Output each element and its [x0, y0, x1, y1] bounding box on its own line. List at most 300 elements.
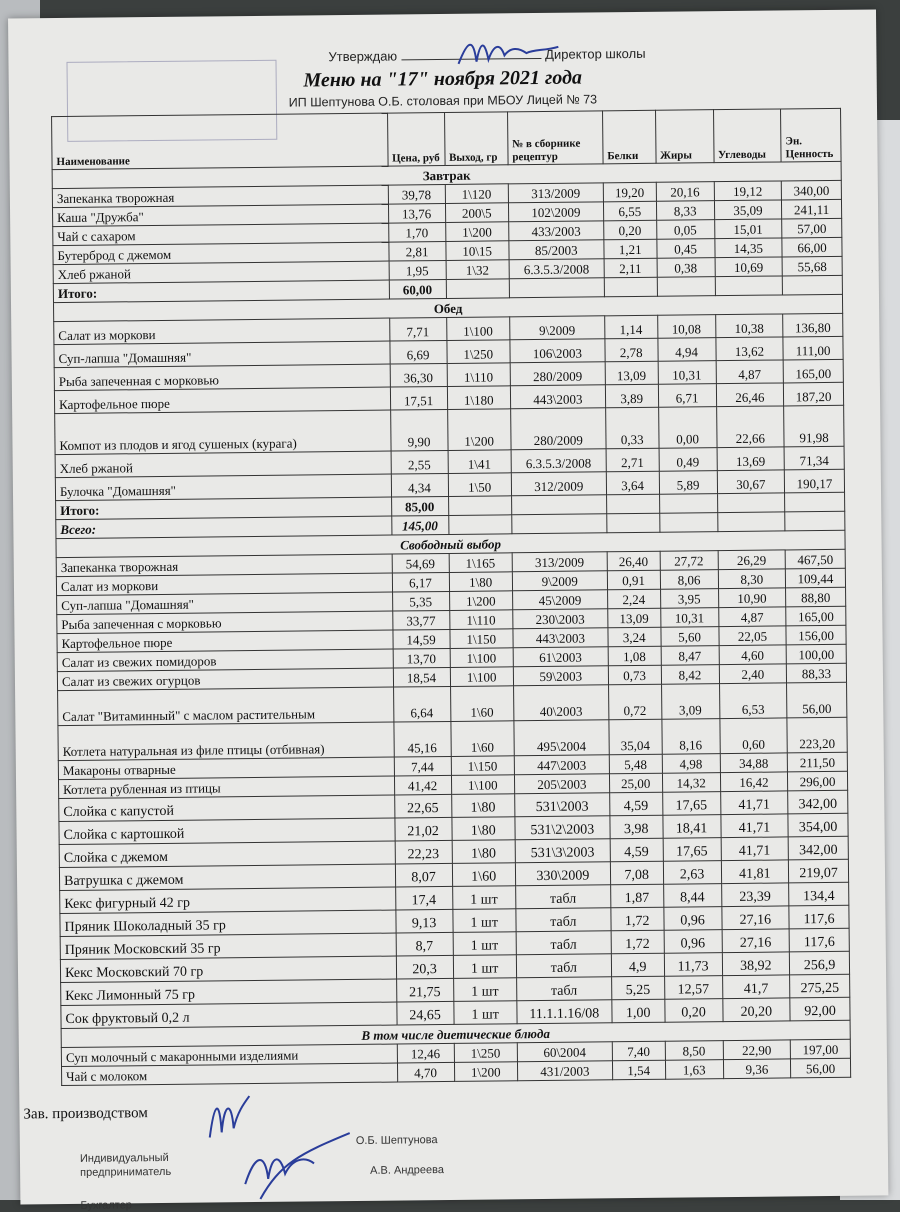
empty-cell	[446, 279, 510, 299]
dish-name: Кекс фигурный 42 гр	[60, 887, 396, 914]
section-title: В том числе диетические блюда	[61, 1020, 850, 1047]
cell-value: 531\2\2003	[515, 816, 610, 840]
production-label: Зав. производством	[23, 1105, 148, 1123]
cell-value: 34,88	[720, 753, 788, 773]
cell-value: 1\180	[447, 386, 511, 410]
cell-value: 57,00	[782, 218, 842, 238]
cell-value: 3,64	[606, 471, 659, 495]
dish-name: Салат из свежих помидоров	[57, 649, 393, 672]
entrepreneur-label: Индивидуальный предприниматель	[79, 1151, 172, 1179]
cell-value: табл	[516, 954, 611, 978]
cell-value: 0,05	[656, 220, 714, 240]
cell-value: 2,81	[388, 241, 445, 261]
cell-value: 1,08	[608, 646, 661, 666]
cell-value: 8,16	[661, 719, 719, 755]
cell-value: 41,71	[721, 837, 789, 861]
cell-value: 5,25	[611, 976, 664, 1000]
cell-value: 1\80	[452, 840, 516, 864]
dish-name: Кекс Лимонный 75 гр	[61, 979, 397, 1006]
cell-value: 1\80	[451, 817, 515, 841]
col-protein: Белки	[602, 110, 655, 164]
cell-value: 3,09	[661, 684, 719, 720]
cell-value: 443\2003	[513, 628, 608, 648]
dish-name: Булочка "Домашняя"	[55, 474, 391, 501]
cell-value: 4,9	[611, 953, 664, 977]
cell-value: 1 шт	[453, 1001, 517, 1025]
cell-value: 10,31	[658, 361, 716, 385]
cell-value: 342,00	[788, 836, 848, 860]
empty-cell	[448, 496, 512, 516]
menu-table	[51, 108, 851, 1086]
dish-name: Кекс Московский 70 гр	[60, 956, 396, 983]
cell-value: 1\110	[447, 363, 511, 387]
dish-name: Картофельное пюре	[57, 630, 393, 653]
cell-value: 8,07	[395, 863, 452, 887]
total-value: 85,00	[391, 496, 448, 516]
cell-value: 4,87	[718, 607, 786, 627]
cell-value: 165,00	[783, 359, 843, 383]
cell-value: 1\100	[450, 667, 514, 687]
dish-name: Слойка с картошкой	[59, 818, 395, 845]
cell-value: 41,42	[394, 775, 451, 795]
cell-value: 7,44	[394, 756, 451, 776]
cell-value: 18,54	[393, 667, 450, 687]
empty-cell	[659, 494, 717, 514]
dish-name: Рыба запеченная с морковью	[54, 364, 390, 391]
empty-cell	[509, 278, 604, 298]
cell-value: 1\200	[449, 591, 513, 611]
cell-value: 111,00	[783, 336, 843, 360]
dish-name: Хлеб ржаной	[53, 261, 389, 284]
total-label: Итого:	[53, 280, 389, 303]
empty-cell	[448, 515, 512, 535]
cell-value: 7,40	[612, 1041, 665, 1061]
dish-name: Запеканка творожная	[52, 185, 388, 208]
cell-value: 467,50	[785, 549, 845, 569]
cell-value: 20,3	[396, 955, 453, 979]
cell-value: 22,66	[716, 406, 784, 448]
cell-value: 27,16	[721, 906, 789, 930]
cell-value: 1 шт	[453, 932, 517, 956]
cell-value: 8,47	[661, 646, 719, 666]
dish-name: Рыба запеченная с морковью	[57, 611, 393, 634]
cell-value: 1\250	[454, 1043, 518, 1063]
cell-value: 4,70	[397, 1062, 454, 1082]
dish-name: Картофельное пюре	[54, 387, 390, 414]
cell-value: 197,00	[790, 1039, 850, 1059]
dish-name: Хлеб ржаной	[55, 451, 391, 478]
footer	[19, 1097, 887, 1212]
approve-label: Утверждаю	[328, 48, 398, 65]
cell-value: 30,67	[717, 470, 785, 494]
cell-value: 4,59	[610, 838, 663, 862]
cell-value: 13,69	[717, 447, 785, 471]
col-fat: Жиры	[655, 110, 714, 164]
cell-value: 88,80	[786, 587, 846, 607]
cell-value: 56,00	[791, 1058, 851, 1078]
cell-value: 0,73	[608, 665, 661, 685]
cell-value: 0,45	[656, 239, 714, 259]
cell-value: 12,46	[397, 1043, 454, 1063]
cell-value: 16,42	[720, 772, 788, 792]
cell-value: 8,7	[396, 932, 453, 956]
section-title: Свободный выбор	[56, 530, 845, 557]
cell-value: 219,07	[789, 859, 849, 883]
cell-value: 22,23	[395, 840, 452, 864]
cell-value: 11.1.1.16/08	[517, 1000, 612, 1024]
cell-value: 200\5	[445, 203, 509, 223]
cell-value: 22,90	[723, 1040, 791, 1060]
dish-name: Котлета натуральная из филе птицы (отбивная)	[58, 722, 394, 761]
cell-value: 60\2004	[517, 1042, 612, 1062]
cell-value: 9\2009	[510, 316, 605, 340]
cell-value: 7,08	[610, 861, 663, 885]
cell-value: 21,75	[396, 978, 453, 1002]
cell-value: 3,95	[660, 589, 718, 609]
dish-name: Слойка с капустой	[59, 795, 395, 822]
cell-value: 0,20	[603, 220, 656, 240]
cell-value: 1\80	[449, 572, 513, 592]
cell-value: 313/2009	[508, 183, 603, 203]
cell-value: 45\2009	[512, 590, 607, 610]
cell-value: 1\150	[451, 756, 515, 776]
cell-value: 21,02	[394, 817, 451, 841]
accountant-label: Бухгалтер	[80, 1199, 132, 1212]
cell-value: 342,00	[788, 790, 848, 814]
cell-value: 275,25	[790, 974, 850, 998]
cell-value: 280/2009	[510, 408, 605, 450]
cell-value: 17,65	[663, 838, 721, 862]
cell-value: 0,96	[664, 930, 722, 954]
cell-value: 1,70	[388, 222, 445, 242]
cell-value: 1\250	[446, 340, 510, 364]
cell-value: 19,20	[603, 182, 656, 202]
cell-value: 27,16	[722, 929, 790, 953]
cell-value: 0,20	[664, 999, 722, 1023]
cell-value: 211,50	[787, 752, 847, 772]
cell-value: 230\2003	[513, 609, 608, 629]
cell-value: 6.3.5.3/2008	[509, 259, 604, 279]
name-sheptunova: О.Б. Шептунова	[355, 1134, 438, 1147]
grand-total-value: 145,00	[391, 515, 448, 535]
cell-value: 1\60	[452, 863, 516, 887]
cell-value: 117,6	[789, 905, 849, 929]
cell-value: 1 шт	[453, 955, 517, 979]
cell-value: 36,30	[390, 363, 447, 387]
cell-value: 109,44	[785, 568, 845, 588]
cell-value: 447\2003	[514, 755, 609, 775]
cell-value: 495\2004	[514, 720, 609, 756]
cell-value: 4,94	[657, 338, 715, 362]
cell-value: 5,35	[392, 591, 449, 611]
cell-value: 20,16	[656, 182, 714, 202]
cell-value: 1\50	[448, 473, 512, 497]
section-title: Обед	[54, 294, 843, 321]
name-andreeva: А.В. Андреева	[370, 1164, 445, 1177]
dish-name: Суп-лапша "Домашняя"	[54, 341, 390, 368]
cell-value: 1 шт	[452, 909, 516, 933]
cell-value: 156,00	[786, 625, 846, 645]
cell-value: 13,09	[608, 608, 661, 628]
empty-cell	[604, 277, 657, 297]
cell-value: 2,63	[663, 861, 721, 885]
empty-cell	[659, 513, 717, 533]
cell-value: 9,90	[390, 409, 447, 451]
page-title: Меню на "17" ноября 2021 года	[303, 66, 583, 92]
cell-value: 7,71	[389, 317, 446, 341]
col-name: Наименование	[52, 113, 388, 170]
cell-value: 531\3\2003	[515, 839, 610, 863]
cell-value: 24,65	[396, 1001, 453, 1025]
dish-name: Салат из моркови	[56, 573, 392, 596]
cell-value: 8,44	[663, 884, 721, 908]
section-title: Завтрак	[52, 161, 841, 188]
col-energy: Эн. Ценность	[781, 108, 841, 162]
col-price: Цена, руб	[387, 112, 445, 166]
dish-name: Макароны отварные	[58, 757, 394, 780]
cell-value: 6,69	[389, 340, 446, 364]
empty-cell	[607, 513, 660, 533]
cell-value: 1\32	[446, 260, 510, 280]
cell-value: 0,00	[658, 407, 716, 449]
cell-value: 10,08	[657, 315, 715, 339]
cell-value: 6.3.5.3/2008	[511, 449, 606, 473]
cell-value: 134,4	[789, 882, 849, 906]
cell-value: 1\60	[450, 686, 514, 722]
total-value: 60,00	[389, 279, 446, 299]
cell-value: 3,24	[608, 627, 661, 647]
cell-value: 12,57	[664, 976, 722, 1000]
cell-value: 1\200	[454, 1062, 518, 1082]
cell-value: 0,96	[663, 907, 721, 931]
cell-value: 91,98	[784, 405, 844, 447]
cell-value: 56,00	[787, 682, 847, 718]
cell-value: 0,38	[657, 258, 715, 278]
cell-value: 10,90	[718, 588, 786, 608]
cell-value: 13,09	[605, 361, 658, 385]
cell-value: 256,9	[789, 951, 849, 975]
cell-value: 280/2009	[510, 362, 605, 386]
table-header	[52, 108, 842, 169]
cell-value: 17,65	[662, 792, 720, 816]
cell-value: 85/2003	[509, 240, 604, 260]
cell-value: 1\60	[450, 721, 514, 757]
cell-value: 354,00	[788, 813, 848, 837]
col-carbs: Углеводы	[713, 109, 781, 163]
cell-value: 1,72	[611, 930, 664, 954]
cell-value: 6,53	[719, 683, 787, 719]
cell-value: 17,51	[390, 386, 447, 410]
cell-value: 10\15	[445, 241, 509, 261]
cell-value: 38,92	[722, 952, 790, 976]
cell-value: 1\41	[448, 450, 512, 474]
empty-cell	[512, 514, 607, 534]
cell-value: 0,91	[607, 570, 660, 590]
empty-cell	[782, 275, 842, 295]
cell-value: 1\100	[451, 775, 515, 795]
cell-value: 10,69	[715, 257, 783, 277]
cell-value: 0,72	[608, 684, 661, 720]
cell-value: 1\110	[449, 610, 513, 630]
cell-value: 1\150	[449, 629, 513, 649]
cell-value: 313/2009	[512, 552, 607, 572]
dish-name: Салат из моркови	[54, 318, 390, 345]
dish-name: Каша "Дружба"	[53, 204, 389, 227]
dish-name: Салат "Витаминный" с маслом растительным	[58, 687, 394, 726]
cell-value: 40\2003	[513, 685, 608, 721]
cell-value: 2,24	[607, 589, 660, 609]
cell-value: 33,77	[392, 610, 449, 630]
cell-value: 1,95	[389, 260, 446, 280]
cell-value: 6,71	[658, 384, 716, 408]
cell-value: 8,30	[718, 569, 786, 589]
cell-value: 1\100	[446, 317, 510, 341]
empty-cell	[606, 494, 659, 514]
cell-value: 10,31	[660, 608, 718, 628]
dish-name: Пряник Шоколадный 35 гр	[60, 910, 396, 937]
grand-total-label: Всего:	[56, 516, 392, 539]
cell-value: 92,00	[790, 997, 850, 1021]
cell-value: 136,80	[783, 313, 843, 337]
cell-value: 2,11	[604, 258, 657, 278]
dish-name: Суп-лапша "Домашняя"	[57, 592, 393, 615]
cell-value: 26,46	[716, 383, 784, 407]
cell-value: 2,40	[719, 664, 787, 684]
cell-value: 25,00	[609, 773, 662, 793]
cell-value: 14,59	[393, 629, 450, 649]
empty-cell	[717, 493, 785, 513]
cell-value: 1\165	[449, 553, 513, 573]
cell-value: 4,87	[716, 360, 784, 384]
cell-value: 59\2003	[513, 666, 608, 686]
cell-value: 1,14	[604, 315, 657, 339]
cell-value: 5,89	[659, 471, 717, 495]
cell-value: 88,33	[786, 663, 846, 683]
cell-value: 5,60	[660, 627, 718, 647]
cell-value: 66,00	[782, 237, 842, 257]
dish-name: Суп молочный с макаронными изделиями	[61, 1044, 397, 1067]
cell-value: 61\2003	[513, 647, 608, 667]
cell-value: 330\2009	[515, 862, 610, 886]
cell-value: 443\2003	[510, 385, 605, 409]
cell-value: 433/2003	[509, 221, 604, 241]
cell-value: 117,6	[789, 928, 849, 952]
dish-name: Котлета рубленная из птицы	[58, 776, 394, 799]
cell-value: 4,34	[391, 473, 448, 497]
cell-value: 15,01	[714, 219, 782, 239]
dish-name: Запеканка творожная	[56, 554, 392, 577]
cell-value: 2,55	[391, 450, 448, 474]
cell-value: 41,71	[720, 814, 788, 838]
cell-value: 9\2009	[512, 571, 607, 591]
cell-value: 296,00	[788, 771, 848, 791]
cell-value: 1,72	[611, 907, 664, 931]
cell-value: 55,68	[782, 256, 842, 276]
cell-value: 0,60	[719, 718, 787, 754]
cell-value: 22,05	[719, 626, 787, 646]
cell-value: 41,81	[721, 860, 789, 884]
cell-value: 8,33	[656, 201, 714, 221]
cell-value: 241,11	[782, 199, 842, 219]
dish-name: Слойка с джемом	[59, 841, 395, 868]
total-label: Итого:	[56, 497, 392, 520]
director-signature	[448, 33, 568, 68]
cell-value: 431/2003	[517, 1061, 612, 1081]
menu-sheet	[8, 9, 888, 1212]
cell-value: 35,09	[714, 200, 782, 220]
cell-value: 4,60	[719, 645, 787, 665]
cell-value: 6,55	[603, 201, 656, 221]
cell-value: 9,13	[395, 909, 452, 933]
dish-name: Салат из свежих огурцов	[57, 668, 393, 691]
cell-value: 10,38	[715, 314, 783, 338]
col-recipe: № в сборнике рецептур	[507, 111, 603, 165]
cell-value: 14,32	[662, 773, 720, 793]
cell-value: 223,20	[787, 717, 847, 753]
cell-value: 1\100	[450, 648, 514, 668]
cell-value: 2,71	[606, 448, 659, 472]
empty-cell	[511, 495, 606, 515]
cell-value: 41,71	[720, 791, 788, 815]
cell-value: 26,29	[718, 550, 786, 570]
dish-name: Чай с сахаром	[53, 223, 389, 246]
dish-name: Сок фруктовый 0,2 л	[61, 1002, 397, 1029]
empty-cell	[715, 276, 783, 296]
cell-value: 3,89	[605, 384, 658, 408]
dish-name: Чай с молоком	[62, 1063, 398, 1086]
cell-value: 187,20	[784, 382, 844, 406]
cell-value: 205\2003	[514, 774, 609, 794]
cell-value: 312/2009	[511, 472, 606, 496]
cell-value: 8,06	[660, 570, 718, 590]
dish-name: Ватрушка с джемом	[59, 864, 395, 891]
cell-value: 102\2009	[508, 202, 603, 222]
cell-value: 165,00	[786, 606, 846, 626]
cell-value: 35,04	[609, 719, 662, 755]
cell-value: 45,16	[393, 721, 450, 757]
dish-name: Пряник Московский 35 гр	[60, 933, 396, 960]
cell-value: табл	[516, 977, 611, 1001]
cell-value: табл	[516, 908, 611, 932]
cell-value: 71,34	[784, 446, 844, 470]
cell-value: 17,4	[395, 886, 452, 910]
cell-value: 0,49	[659, 448, 717, 472]
cell-value: 1\200	[445, 222, 509, 242]
cell-value: 106\2003	[510, 339, 605, 363]
empty-cell	[785, 492, 845, 512]
cell-value: 4,98	[662, 754, 720, 774]
cell-value: 0,33	[605, 407, 658, 449]
cell-value: 13,62	[715, 337, 783, 361]
cell-value: 54,69	[392, 553, 449, 573]
cell-value: 100,00	[786, 644, 846, 664]
cell-value: 22,65	[394, 794, 451, 818]
dish-name: Компот из плодов и ягод сушеных (курага)	[55, 410, 391, 455]
cell-value: 9,36	[723, 1059, 791, 1079]
cell-value: 1,21	[604, 239, 657, 259]
cell-value: 23,39	[721, 883, 789, 907]
cell-value: табл	[516, 931, 611, 955]
cell-value: 340,00	[781, 180, 841, 200]
empty-cell	[785, 511, 845, 531]
cell-value: 6,17	[392, 572, 449, 592]
cell-value: 4,59	[609, 792, 662, 816]
empty-cell	[657, 277, 715, 297]
cell-value: 1,00	[612, 999, 665, 1023]
cell-value: 1\200	[447, 409, 511, 451]
table-body	[52, 161, 851, 1085]
director-label: Директор школы	[545, 45, 646, 62]
